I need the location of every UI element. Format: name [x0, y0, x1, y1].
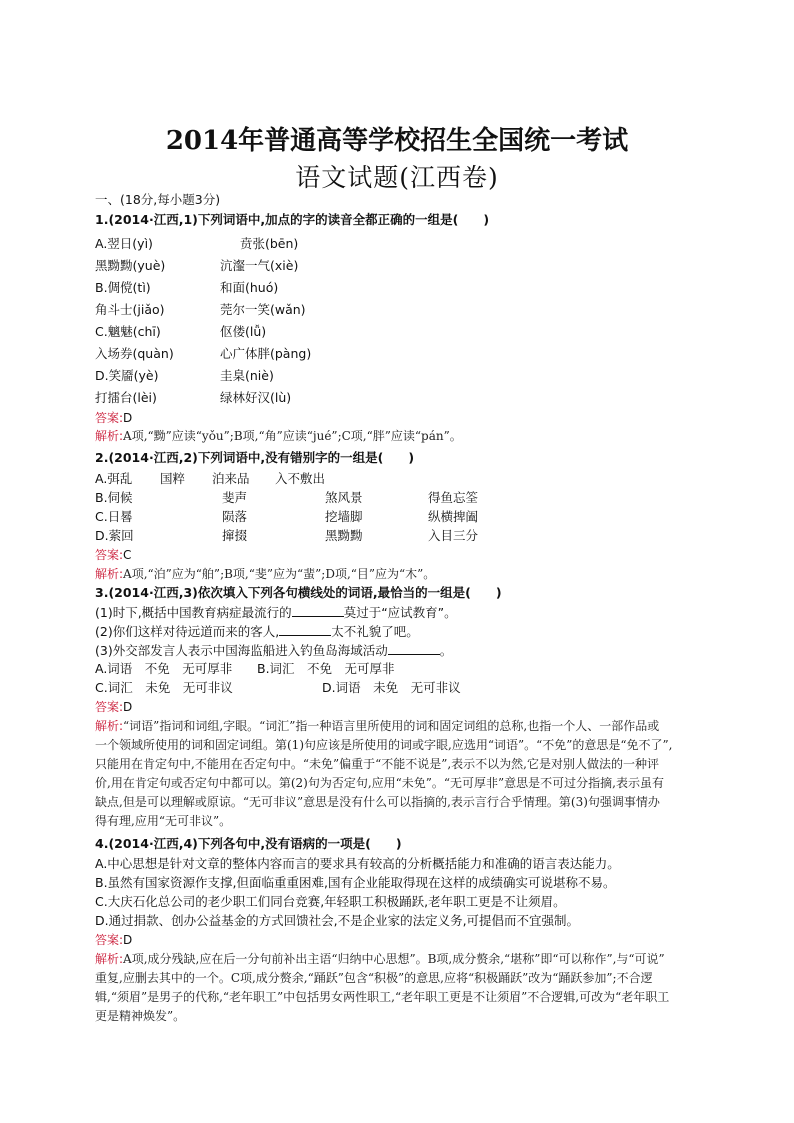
q2-explanation — [95, 566, 435, 582]
q2-cell: B.伺候 — [95, 490, 133, 505]
explain-text: A项,成分残缺,应在后一分句前补出主语“归纳中心思想”。B项,成分赘余,“堪称”即“可以称作”,与“可说” — [123, 952, 665, 966]
q4-explanation-line — [95, 951, 665, 967]
answer-value: C — [123, 548, 132, 562]
q2-cell: 纵横捭阖 — [428, 509, 479, 524]
q1-row — [95, 368, 274, 384]
section-heading: 一、(18分,每小题3分) — [95, 192, 221, 207]
explain-label: 解析: — [95, 952, 124, 966]
q2-cell: D.萦回 — [95, 528, 134, 543]
explain-label: 解析: — [95, 719, 124, 733]
answer-value: D — [123, 411, 133, 425]
q1-row — [95, 346, 312, 362]
q1-cell: A.翌日(yì) — [95, 236, 153, 251]
q3-explanation-line: 价,用在肯定句或否定句中都可以。第(2)句为否定句,应用“未免”。“无可厚非”意思是不可过分指摘,表示虽有 — [95, 776, 664, 790]
question-3-stem: 3.(2014·江西,3)依次填入下列各句横线处的词语,最恰当的一组是( ) — [95, 585, 502, 600]
q3-explanation-line: 得有理,应用“无可非议”。 — [95, 814, 232, 828]
q1-cell: B.倜傥(tì) — [95, 280, 151, 295]
q2-row — [95, 490, 479, 506]
q2-cell: 入目三分 — [428, 528, 479, 543]
fill-blank — [279, 623, 331, 636]
q1-cell: D.笑靥(yè) — [95, 368, 159, 383]
answer-label: 答案: — [95, 700, 124, 714]
q4-explanation-line: 辑,“须眉”是男子的代称,“老年职工”中包括男女两性职工,“老年职工更是不让须眉”不合逻辑,可改为“老年职工 — [95, 990, 670, 1004]
explain-text: A项,“泊”应为“舶”;B项,“斐”应为“蜚”;D项,“目”应为“木”。 — [123, 567, 436, 581]
q4-option-a: A.中心思想是针对文章的整体内容而言的要求具有较高的分析概括能力和准确的语言表达能力。 — [95, 856, 620, 871]
q4-explanation-line: 重复,应删去其中的一个。C项,成分赘余,“踊跃”包含“积极”的意思,应将“积极踊跃”改为“踊跃参加”;不合逻 — [95, 971, 653, 985]
option-b: B.词汇 不免 无可厚非 — [257, 661, 395, 676]
q2-answer — [95, 547, 131, 563]
q1-row — [95, 324, 267, 340]
answer-value: D — [123, 933, 133, 947]
q1-cell: 莞尔一笑(wǎn) — [220, 302, 306, 317]
sentence-text: 。 — [439, 643, 453, 658]
q2-cell: 黑黝黝 — [325, 528, 363, 543]
answer-label: 答案: — [95, 411, 124, 425]
q2-cell: 入不敷出 — [275, 471, 326, 486]
exam-title: 2014年普通高等学校招生全国统一考试 — [165, 126, 629, 156]
q1-cell: 和面(huó) — [220, 280, 279, 295]
q2-cell: 泊来品 — [212, 471, 250, 486]
q1-cell: 打擂台(lèi) — [95, 390, 157, 405]
q3-explanation-line: 缺点,但是可以理解或原谅。“无可非议”意思是没有什么可以指摘的,表示言行合乎情理。第(3)句强调事情办 — [95, 795, 660, 809]
q1-cell: 黑黝黝(yuè) — [95, 258, 166, 273]
sentence-text: 莫过于“应试教育”。 — [343, 605, 457, 620]
q2-cell: C.日晷 — [95, 509, 133, 524]
q4-explanation-line: 更是精神焕发”。 — [95, 1009, 186, 1023]
answer-label: 答案: — [95, 933, 124, 947]
q1-cell: 入场券(quàn) — [95, 346, 174, 361]
q2-row — [95, 509, 479, 525]
q2-cell: 撺掇 — [222, 528, 248, 543]
q1-answer — [95, 410, 132, 426]
q2-cell: 斐声 — [222, 490, 248, 505]
sentence-text: 太不礼貌了吧。 — [331, 624, 419, 639]
q1-row — [95, 236, 299, 252]
q3-sentence-3 — [95, 642, 452, 659]
q4-option-d: D.通过捐款、创办公益基金的方式回馈社会,不是企业家的法定义务,可提倡而不宜强制。 — [95, 913, 580, 928]
q2-cell: 挖墙脚 — [325, 509, 363, 524]
q3-explanation-line: 一个领域所使用的词和固定词组。第(1)句应该是所使用的词或字眼,应选用“词语”。“不免”的意思是“免不了”, — [95, 738, 673, 752]
q3-answer — [95, 699, 132, 715]
q1-cell: 绿林好汉(lù) — [220, 390, 292, 405]
q2-cell: 煞风景 — [325, 490, 363, 505]
fill-blank — [292, 604, 344, 617]
q4-option-b: B.虽然有国家资源作支撑,但面临重重困难,国有企业能取得现在这样的成绩确实可说堪称不易。 — [95, 875, 616, 890]
q1-cell: 贲张(bēn) — [240, 236, 299, 251]
q1-row — [95, 302, 306, 318]
exam-subtitle: 语文试题(江西卷) — [295, 163, 499, 192]
q1-cell: 圭臬(niè) — [220, 368, 274, 383]
option-c: C.词汇 未免 无可非议 — [95, 680, 233, 695]
q2-row — [95, 471, 326, 487]
question-4-stem: 4.(2014·江西,4)下列各句中,没有语病的一项是( ) — [95, 836, 402, 851]
q1-cell: 角斗士(jiǎo) — [95, 302, 165, 317]
q4-answer — [95, 932, 132, 948]
explain-label: 解析: — [95, 429, 124, 443]
q3-explanation-line — [95, 718, 659, 734]
q3-options-ab — [95, 661, 395, 677]
q2-cell: A.弭乱 — [95, 471, 133, 486]
explain-label: 解析: — [95, 567, 124, 581]
q1-cell: 沆瀣一气(xiè) — [220, 258, 299, 273]
q3-options-cd — [95, 680, 461, 696]
fill-blank — [388, 642, 440, 655]
sentence-text: (3)外交部发言人表示中国海监船进入钓鱼岛海域活动 — [95, 643, 388, 658]
q2-cell: 国粹 — [160, 471, 186, 486]
q3-sentence-2 — [95, 623, 419, 640]
question-1-stem: 1.(2014·江西,1)下列词语中,加点的字的读音全都正确的一组是( ) — [95, 212, 490, 227]
explain-text: A项,“黝”应读“yǒu”;B项,“角”应读“jué”;C项,“胖”应读“pán”。 — [123, 429, 462, 443]
q1-cell: 心广体胖(pàng) — [220, 346, 312, 361]
q1-explanation — [95, 428, 462, 444]
option-a: A.词语 不免 无可厚非 — [95, 661, 233, 676]
option-d: D.词语 未免 无可非议 — [322, 680, 461, 695]
q4-option-c: C.大庆石化总公司的老少职工们同台竞赛,年轻职工积极踊跃,老年职工更是不让须眉。 — [95, 894, 566, 909]
q3-explanation-line: 只能用在肯定句中,不能用在否定句中。“未免”偏重于“不能不说是”,表示不以为然,它是对别人做法的一种评 — [95, 757, 659, 771]
q3-sentence-1 — [95, 604, 457, 621]
q2-cell: 陨落 — [222, 509, 248, 524]
q2-cell: 得鱼忘筌 — [428, 490, 479, 505]
sentence-text: (1)时下,概括中国教育病症最流行的 — [95, 605, 292, 620]
sentence-text: (2)你们这样对待远道而来的客人, — [95, 624, 280, 639]
q1-cell: 伛偻(lǚ) — [220, 324, 267, 339]
explain-text: “词语”指词和词组,字眼。“词汇”指一种语言里所使用的词和固定词组的总称,也指一个人、一部作品或 — [123, 719, 660, 733]
answer-label: 答案: — [95, 548, 124, 562]
question-2-stem: 2.(2014·江西,2)下列词语中,没有错别字的一组是( ) — [95, 450, 415, 465]
q1-row — [95, 280, 279, 296]
q1-cell: C.魑魅(chī) — [95, 324, 161, 339]
answer-value: D — [123, 700, 133, 714]
q1-row — [95, 258, 299, 274]
q1-row — [95, 390, 292, 406]
q2-row — [95, 528, 479, 544]
